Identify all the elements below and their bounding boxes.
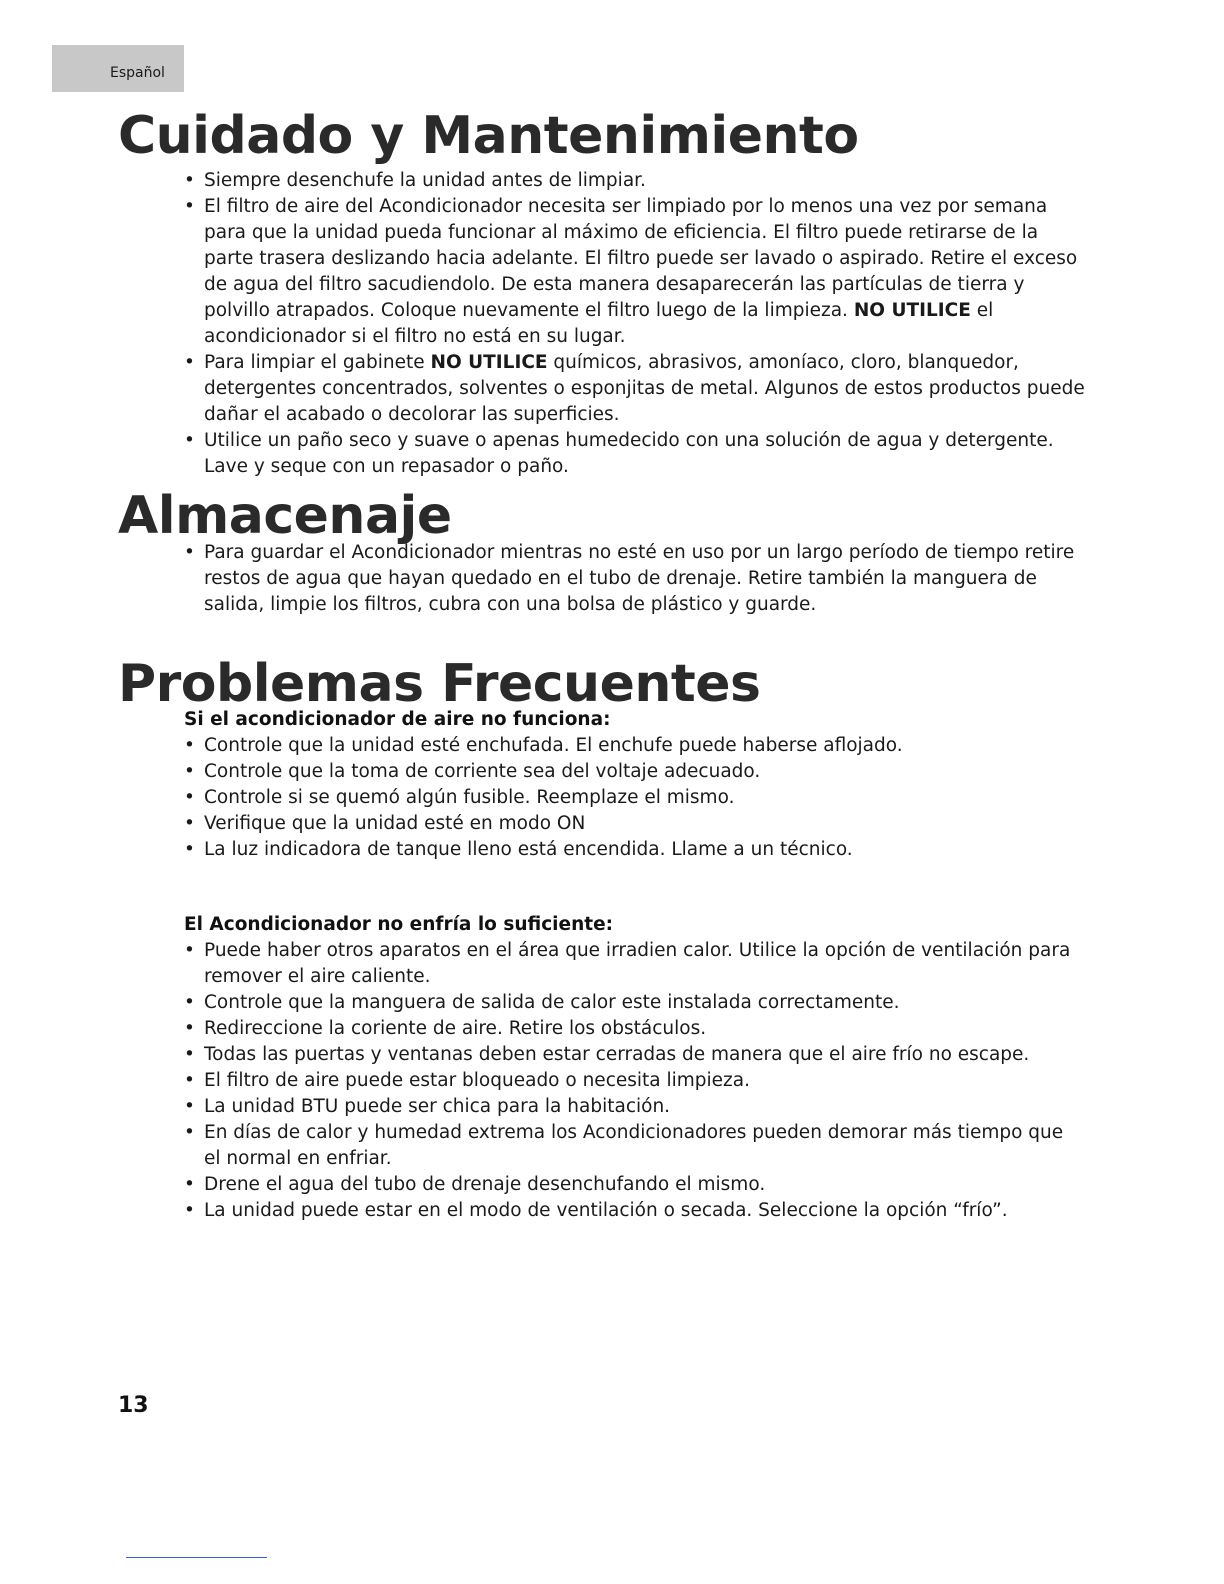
list-item: • La unidad BTU puede ser chica para la habitación. <box>180 1094 1085 1120</box>
care-list <box>180 168 1085 480</box>
list-item <box>180 350 1085 428</box>
list-item: • Todas las puertas y ventanas deben estar cerradas de manera que el aire frío no escape. <box>180 1042 1085 1068</box>
list-item: • Siempre desenchufe la unidad antes de limpiar. <box>180 168 1085 194</box>
list-item: • Drene el agua del tubo de drenaje desenchufando el mismo. <box>180 1172 1085 1198</box>
list-item: • La luz indicadora de tanque lleno está encendida. Llame a un técnico. <box>180 837 1085 863</box>
page-number: 13 <box>118 1393 149 1418</box>
list-item: • En días de calor y humedad extrema los Acondicionadores pueden demorar más tiempo que el normal en enfriar. <box>180 1120 1085 1172</box>
not-working-subheading: Si el acondicionador de aire no funciona: <box>184 709 611 730</box>
list-item-text: El filtro de aire del Acondicionador necesita ser limpiado por lo menos una vez por semana para que la unidad pueda funcionar al máximo de eficiencia. El filtro puede retirarse de la parte trasera deslizando hacia adelante. El filtro puede ser lavado o aspirado. Retire el exceso de agua del filtro sacudiendolo. De esta manera desaparecerán las partículas de tierra y polvillo atrapados. Coloque nuevamente el filtro luego de la limpieza. <box>204 196 1078 321</box>
divider <box>126 1557 267 1558</box>
care-maintenance-heading: Cuidado y Mantenimiento <box>118 106 859 166</box>
storage-list <box>180 540 1085 618</box>
list-item: • Controle que la unidad esté enchufada. El enchufe puede haberse aflojado. <box>180 733 1085 759</box>
list-item: • Utilice un paño seco y suave o apenas humedecido con una solución de agua y detergente. Lave y seque con un repasador o paño. <box>180 428 1085 480</box>
list-item-text: químicos, abrasivos, amoníaco, cloro, blanquedor, detergentes concentrados, solventes o esponjitas de metal. Algunos de estos productos puede dañar el acabado o decolorar las superficies. <box>204 352 1085 425</box>
not-working-list <box>180 733 1085 863</box>
list-item: • Verifique que la unidad esté en modo ON <box>180 811 1085 837</box>
list-item: • Redireccione la coriente de aire. Retire los obstáculos. <box>180 1016 1085 1042</box>
not-cooling-list <box>180 938 1085 1224</box>
storage-heading: Almacenaje <box>118 486 452 546</box>
troubleshooting-heading: Problemas Frecuentes <box>118 654 761 714</box>
not-cooling-subheading: El Acondicionador no enfría lo suficiente: <box>184 914 614 935</box>
warning-text: NO UTILICE <box>430 352 548 373</box>
list-item <box>180 194 1085 350</box>
list-item: • Controle si se quemó algún fusible. Reemplaze el mismo. <box>180 785 1085 811</box>
warning-text: NO UTILICE <box>853 300 971 321</box>
language-tab: Español <box>52 45 184 92</box>
list-item: • Controle que la toma de corriente sea del voltaje adecuado. <box>180 759 1085 785</box>
list-item: • La unidad puede estar en el modo de ventilación o secada. Seleccione la opción “frío”. <box>180 1198 1085 1224</box>
list-item-text: Para limpiar el gabinete <box>204 352 431 373</box>
list-item: • Puede haber otros aparatos en el área que irradien calor. Utilice la opción de ventilación para remover el aire caliente. <box>180 938 1085 990</box>
list-item: • Para guardar el Acondicionador mientras no esté en uso por un largo período de tiempo retire restos de agua que hayan quedado en el tubo de drenaje. Retire también la manguera de salida, limpie los filtros, cubra con una bolsa de plástico y guarde. <box>180 540 1085 618</box>
list-item-text: el acondicionador si el filtro no está en su lugar. <box>204 300 994 347</box>
list-item: • El filtro de aire puede estar bloqueado o necesita limpieza. <box>180 1068 1085 1094</box>
list-item: • Controle que la manguera de salida de calor este instalada correctamente. <box>180 990 1085 1016</box>
